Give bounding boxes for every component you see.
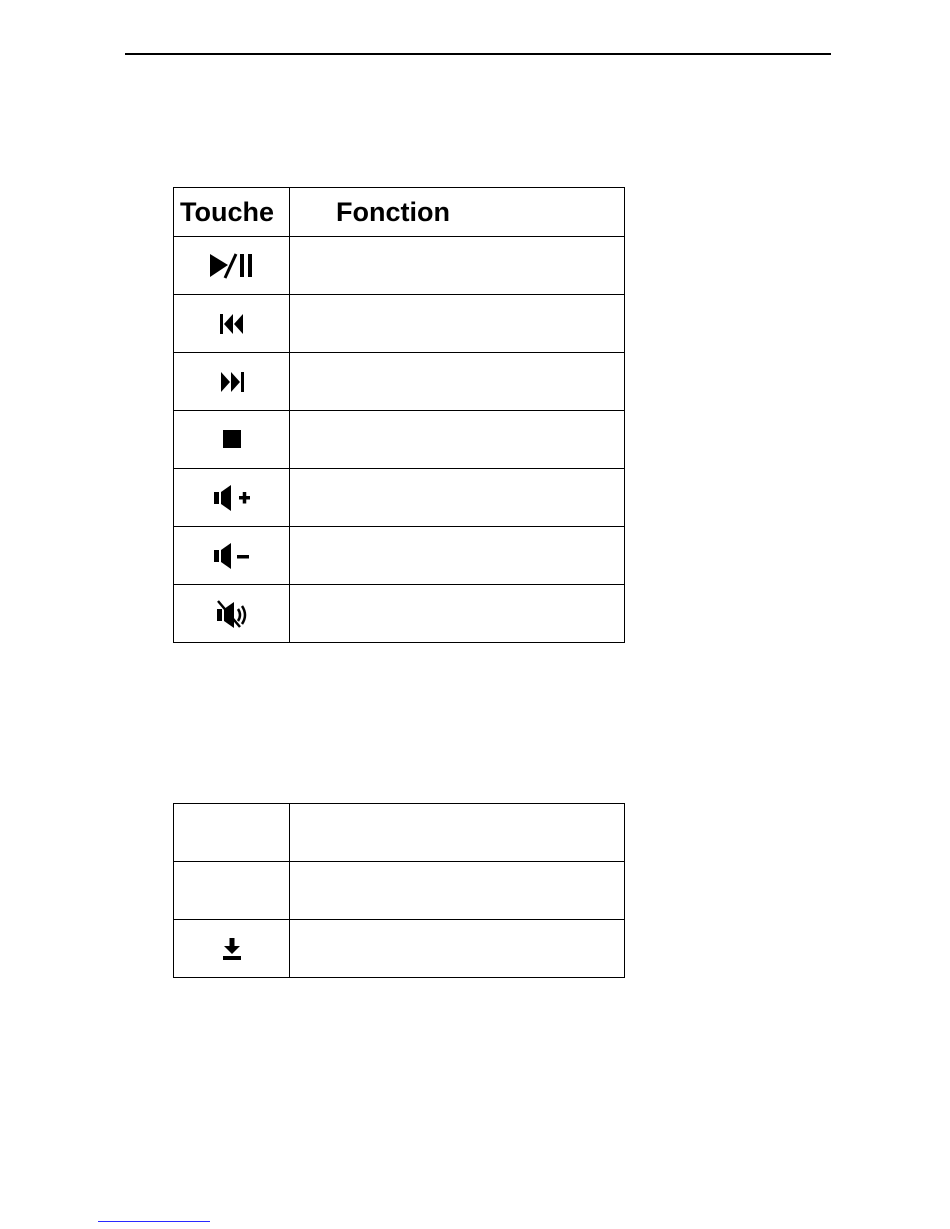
- table-row: [174, 920, 625, 978]
- table-row: [174, 237, 625, 295]
- table-header-row: [174, 188, 625, 237]
- function-cell: [290, 295, 625, 353]
- stop-icon: [223, 430, 241, 448]
- function-cell: [290, 353, 625, 411]
- previous-track-icon: [219, 313, 245, 335]
- key-cell: [174, 527, 290, 585]
- play-pause-icon: [208, 252, 256, 280]
- header-key: Touche: [174, 188, 290, 237]
- key-cell: [174, 411, 290, 469]
- media-keys-table: [173, 187, 625, 643]
- function-cell: [290, 920, 625, 978]
- header-rule: [125, 53, 831, 55]
- key-cell: [174, 862, 290, 920]
- table-row: [174, 353, 625, 411]
- function-cell: [290, 862, 625, 920]
- extra-keys-table: [173, 803, 625, 978]
- key-cell: [174, 237, 290, 295]
- footer-link-underline: [98, 1221, 210, 1222]
- volume-down-icon: [213, 542, 251, 570]
- function-cell: [290, 527, 625, 585]
- table-row: [174, 469, 625, 527]
- mute-icon: [215, 599, 249, 629]
- download-icon: [222, 937, 242, 961]
- table-row: [174, 527, 625, 585]
- volume-up-icon: [213, 484, 251, 512]
- key-cell: [174, 469, 290, 527]
- function-cell: [290, 411, 625, 469]
- header-function: Fonction: [290, 188, 625, 237]
- function-cell: [290, 237, 625, 295]
- key-cell: [174, 585, 290, 643]
- table-row: [174, 295, 625, 353]
- function-cell: [290, 585, 625, 643]
- table-row: [174, 862, 625, 920]
- function-cell: [290, 804, 625, 862]
- table-row: [174, 585, 625, 643]
- table-row: [174, 411, 625, 469]
- key-cell: [174, 920, 290, 978]
- table-row: [174, 804, 625, 862]
- next-track-icon: [219, 371, 245, 393]
- function-cell: [290, 469, 625, 527]
- key-cell: [174, 353, 290, 411]
- key-cell: [174, 804, 290, 862]
- key-cell: [174, 295, 290, 353]
